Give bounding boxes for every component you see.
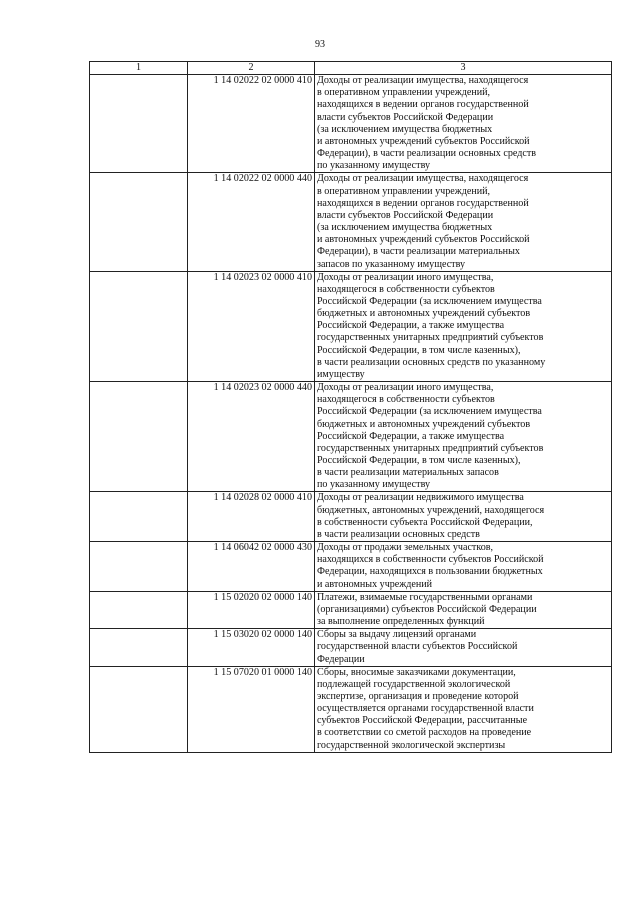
administrator-code-cell	[90, 75, 188, 173]
revenue-description	[315, 666, 612, 752]
description-line: Доходы от реализации иного имущества,	[317, 382, 494, 394]
description-line: экспертизе, организация и проведение которой	[317, 690, 519, 702]
administrator-code-cell	[90, 382, 188, 492]
description-line: подлежащей государственной экологической	[317, 678, 511, 690]
description-line: (организациями) субъектов Российской Федерации	[317, 603, 537, 615]
administrator-code-cell	[90, 173, 188, 271]
description-line: государственных унитарных предприятий субъектов	[317, 442, 544, 454]
description-line: бюджетных и автономных учреждений субъектов	[317, 308, 531, 320]
budget-classification-code: 1 14 02022 02 0000 440	[188, 173, 315, 271]
revenue-code-table	[89, 61, 612, 753]
description-line: (за исключением имущества бюджетных	[317, 123, 493, 135]
description-line: Российской Федерации, а также имущества	[317, 430, 505, 442]
description-line: находящегося в собственности субъектов	[317, 283, 495, 295]
description-line: запасов по указанному имуществу	[317, 258, 466, 270]
description-line: Федерации	[317, 653, 365, 665]
description-line: осуществляется органами государственной власти	[317, 703, 534, 715]
administrator-code-cell	[90, 542, 188, 592]
budget-classification-code: 1 14 02023 02 0000 410	[188, 271, 315, 381]
description-line: бюджетных и автономных учреждений субъектов	[317, 418, 531, 430]
revenue-description	[315, 492, 612, 542]
table-row	[90, 629, 612, 666]
table-row	[90, 492, 612, 542]
description-line: государственных унитарных предприятий субъектов	[317, 332, 544, 344]
description-line: Доходы от реализации имущества, находящегося	[317, 173, 529, 185]
description-line: за выполнение определенных функций	[317, 616, 485, 628]
column-header-1: 1	[90, 62, 188, 75]
revenue-description	[315, 382, 612, 492]
budget-classification-code: 1 14 02023 02 0000 440	[188, 382, 315, 492]
description-line: Доходы от продажи земельных участков,	[317, 542, 494, 554]
budget-classification-code: 1 15 07020 01 0000 140	[188, 666, 315, 752]
description-line: Российской Федерации, в том числе казенных),	[317, 344, 521, 356]
description-line: по указанному имуществу	[317, 479, 431, 491]
description-line: в части реализации основных средств по указанному	[317, 356, 546, 368]
column-header-2: 2	[188, 62, 315, 75]
description-line: в собственности субъекта Российской Федерации,	[317, 516, 533, 528]
column-header-3: 3	[315, 62, 612, 75]
budget-classification-code: 1 15 02020 02 0000 140	[188, 591, 315, 628]
description-line: в оперативном управлении учреждений,	[317, 185, 491, 197]
budget-classification-code: 1 14 02028 02 0000 410	[188, 492, 315, 542]
budget-classification-code: 1 14 02022 02 0000 410	[188, 75, 315, 173]
description-line: имуществу	[317, 368, 365, 380]
description-line: бюджетных, автономных учреждений, находящегося	[317, 504, 545, 516]
administrator-code-cell	[90, 666, 188, 752]
revenue-description	[315, 271, 612, 381]
administrator-code-cell	[90, 591, 188, 628]
description-line: субъектов Российской Федерации, рассчитанные	[317, 715, 528, 727]
description-line: Доходы от реализации иного имущества,	[317, 271, 494, 283]
table-row	[90, 382, 612, 492]
description-line: находящихся в ведении органов государственной	[317, 197, 529, 209]
description-line: и автономных учреждений субъектов Российской	[317, 135, 530, 147]
revenue-description	[315, 591, 612, 628]
budget-classification-code: 1 15 03020 02 0000 140	[188, 629, 315, 666]
revenue-description	[315, 542, 612, 592]
page-number: 93	[315, 39, 325, 50]
description-line: Федерации), в части реализации основных средств	[317, 148, 537, 160]
revenue-description	[315, 173, 612, 271]
description-line: Федерации), в части реализации материальных	[317, 246, 520, 258]
description-line: Доходы от реализации имущества, находящегося	[317, 75, 529, 87]
description-line: и автономных учреждений субъектов Российской	[317, 234, 530, 246]
description-line: Сборы за выдачу лицензий органами	[317, 629, 477, 641]
description-line: Российской Федерации (за исключением имущества	[317, 295, 542, 307]
description-line: Доходы от реализации недвижимого имущества	[317, 492, 524, 504]
description-line: в части реализации основных средств	[317, 528, 480, 540]
table-row	[90, 666, 612, 752]
description-line: власти субъектов Российской Федерации	[317, 111, 494, 123]
description-line: в оперативном управлении учреждений,	[317, 87, 491, 99]
description-line: Российской Федерации (за исключением имущества	[317, 406, 542, 418]
table-row	[90, 271, 612, 381]
table-body	[90, 75, 612, 753]
revenue-description	[315, 629, 612, 666]
description-line: Российской Федерации, а также имущества	[317, 320, 505, 332]
description-line: Платежи, взимаемые государственными органами	[317, 591, 533, 603]
description-line: (за исключением имущества бюджетных	[317, 222, 493, 234]
description-line: власти субъектов Российской Федерации	[317, 209, 494, 221]
administrator-code-cell	[90, 629, 188, 666]
administrator-code-cell	[90, 271, 188, 381]
description-line: в части реализации материальных запасов	[317, 467, 499, 479]
revenue-description	[315, 75, 612, 173]
description-line: государственной власти субъектов Российской	[317, 641, 518, 653]
description-line: находящегося в собственности субъектов	[317, 394, 495, 406]
table-row	[90, 75, 612, 173]
budget-classification-code: 1 14 06042 02 0000 430	[188, 542, 315, 592]
description-line: в соответствии со сметой расходов на проведение	[317, 727, 532, 739]
description-line: и автономных учреждений	[317, 578, 433, 590]
description-line: Российской Федерации, в том числе казенных),	[317, 455, 521, 466]
table-row	[90, 591, 612, 628]
table-row	[90, 173, 612, 271]
description-line: Сборы, вносимые заказчиками документации,	[317, 666, 516, 678]
description-line: государственной экологической экспертизы	[317, 739, 506, 751]
table-row	[90, 542, 612, 592]
description-line: по указанному имуществу	[317, 160, 431, 172]
description-line: находящихся в ведении органов государственной	[317, 99, 529, 111]
description-line: находящихся в собственности субъектов Российской	[317, 554, 544, 566]
administrator-code-cell	[90, 492, 188, 542]
description-line: Федерации, находящихся в пользовании бюджетных	[317, 566, 543, 578]
table-header-row	[90, 62, 612, 75]
